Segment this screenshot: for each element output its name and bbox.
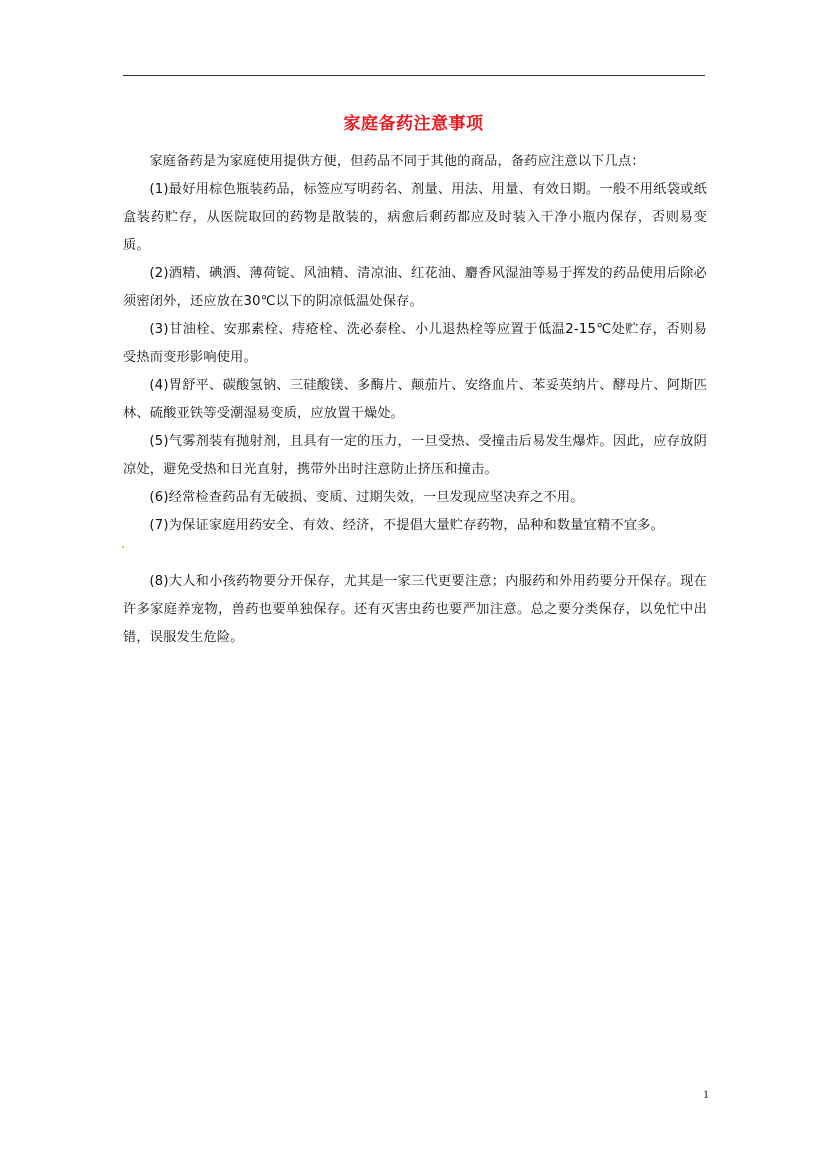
page-number: 1 [703, 1087, 709, 1101]
paragraph-8: (8)大人和小孩药物要分开保存，尤其是一家三代更要注意；内服药和外用药要分开保存。现在许多家庭养宠物，兽药也要单独保存。还有灭害虫药也要严加注意。总之要分类保存，以免忙中出错，误服发生危险。 [123, 574, 707, 645]
header-rule [123, 75, 705, 76]
document-title: 家庭备药注意事项 [343, 114, 484, 134]
paragraph-2: (2)酒精、碘酒、薄荷锭、风油精、清凉油、红花油、麝香风湿油等易于挥发的药品使用后除必须密闭外，还应放在30℃以下的阴凉低温处保存。 [123, 266, 707, 309]
document-body [123, 148, 707, 652]
paragraph-3: (3)甘油栓、安那素栓、痔疮栓、洗必泰栓、小儿退热栓等应置于低温2-15℃处贮存，否则易受热而变形影响使用。 [123, 322, 707, 365]
paragraph-1: (1)最好用棕色瓶装药品，标签应写明药名、剂量、用法、用量、有效日期。一般不用纸袋或纸盒装药贮存，从医院取回的药物是散装的，病愈后剩药都应及时装入干净小瓶内保存，否则易变质。 [123, 182, 707, 253]
paragraph-5: (5)气雾剂装有抛射剂，且具有一定的压力，一旦受热、受撞击后易发生爆炸。因此，应存放阴凉处，避免受热和日光直射，携带外出时注意防止挤压和撞击。 [123, 434, 707, 477]
paragraph-4: (4)胃舒平、碳酸氢钠、三硅酸镁、多酶片、颠茄片、安络血片、苯妥英纳片、酵母片、阿斯匹林、硫酸亚铁等受潮湿易变质，应放置干燥处。 [123, 378, 707, 421]
paragraph-intro: 家庭备药是为家庭使用提供方便，但药品不同于其他的商品，备药应注意以下几点： [149, 154, 645, 169]
paragraph-7: (7)为保证家庭用药安全、有效、经济，不提倡大量贮存药物，品种和数量宜精不宜多。 [149, 518, 665, 533]
stray-mark [122, 546, 124, 548]
paragraph-6: (6)经常检查药品有无破损、变质、过期失效，一旦发现应坚决弃之不用。 [149, 490, 584, 505]
paragraph-spacer [123, 540, 707, 568]
